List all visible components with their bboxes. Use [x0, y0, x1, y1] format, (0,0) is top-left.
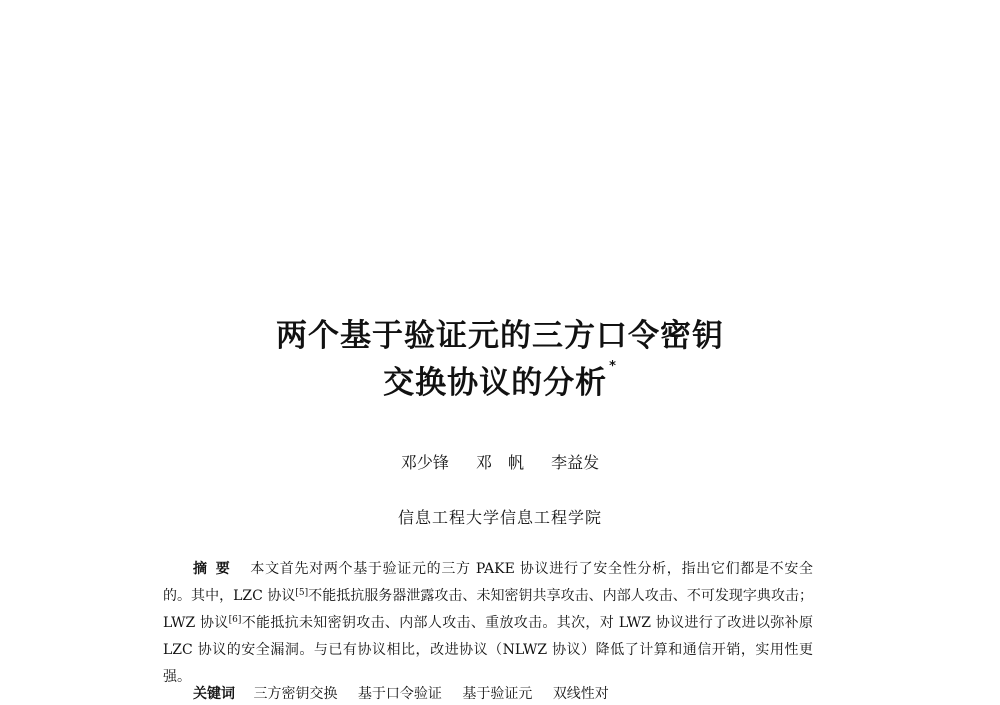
- author-2: 邓 帆: [475, 453, 524, 472]
- citation-ref-6: [6]: [228, 615, 242, 625]
- abstract-label: 摘要: [193, 561, 239, 577]
- abstract-text-2: 不能抵抗服务器泄露攻击、未知密钥共享攻击、内部人攻击、不可发现字典攻击；LWZ 协议: [163, 588, 814, 631]
- paper-title-line-1: [0, 313, 1000, 359]
- author-list: [0, 451, 1000, 475]
- keyword-1: 三方密钥交换: [253, 686, 338, 702]
- author-3: 李益发: [551, 453, 600, 472]
- citation-ref-5: [5]: [295, 588, 309, 598]
- keyword-2: 基于口令验证: [357, 686, 442, 702]
- abstract-text-1: 本文首先对两个基于验证元的三方 PAKE 协议进行了安全性分析，指出它们都是不安全的。其中，LZC 协议: [163, 561, 814, 604]
- keywords: [193, 683, 813, 705]
- title-text-2: 交换协议的分析: [383, 365, 608, 401]
- affiliation: 信息工程大学信息工程学院: [397, 508, 602, 527]
- paper-title-line-2: [0, 360, 1000, 406]
- author-1: 邓少锋: [400, 453, 449, 472]
- abstract-text-3: 不能抵抗未知密钥攻击、内部人攻击、重放攻击。其次，对 LWZ 协议进行了改进以弥补原 LZC 协议的安全漏洞。与已有协议相比，改进协议（NLWZ 协议）降低了计算和通信开销，实用性更强。: [163, 615, 813, 685]
- title-footnote-mark: *: [609, 359, 617, 374]
- keyword-3: 基于验证元: [462, 686, 533, 702]
- keyword-4: 双线性对: [552, 686, 609, 702]
- keywords-label: 关键词: [193, 686, 235, 702]
- abstract: [163, 556, 813, 691]
- title-text-1: 两个基于验证元的三方口令密钥: [276, 318, 724, 354]
